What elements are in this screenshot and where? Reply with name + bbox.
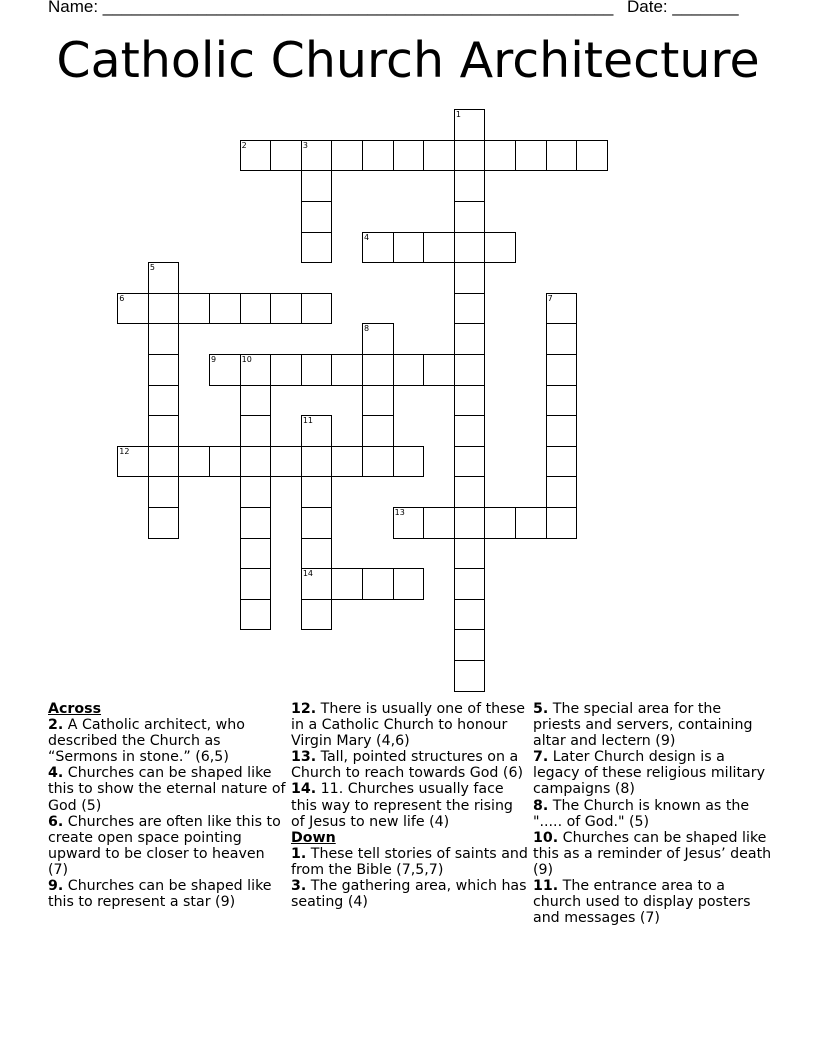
grid-cell[interactable]: [148, 415, 180, 447]
grid-cell[interactable]: [301, 293, 333, 325]
clue-text: The entrance area to a church used to display posters and messages (7): [533, 878, 751, 927]
grid-cell[interactable]: [393, 507, 425, 539]
clue-text: The gathering area, which has seating (4): [291, 878, 527, 911]
grid-cell[interactable]: [393, 568, 425, 600]
clue-text: The Church is known as the "..... of God." (5): [533, 797, 750, 830]
across-heading: Across: [48, 701, 102, 717]
grid-cell[interactable]: [454, 262, 486, 294]
grid-cell[interactable]: [454, 629, 486, 661]
grid-cell[interactable]: [240, 415, 272, 447]
grid-cell[interactable]: [240, 446, 272, 478]
grid-cell[interactable]: [454, 323, 486, 355]
grid-cell[interactable]: [454, 538, 486, 570]
down-clue: [533, 701, 773, 749]
grid-cell[interactable]: [546, 385, 578, 417]
down-clue: [291, 878, 531, 910]
cell-number: 9: [211, 355, 217, 365]
grid-cell[interactable]: [484, 140, 516, 172]
cell-number: 8: [364, 324, 370, 334]
grid-cell[interactable]: [148, 323, 180, 355]
cell-number: 6: [119, 293, 125, 303]
grid-cell[interactable]: [178, 293, 210, 325]
across-clue: [291, 781, 531, 829]
grid-cell[interactable]: [270, 354, 302, 386]
grid-cell[interactable]: [484, 232, 516, 264]
grid-cell[interactable]: [301, 354, 333, 386]
grid-cell[interactable]: [393, 354, 425, 386]
across-clue: [48, 814, 288, 878]
grid-cell[interactable]: [301, 232, 333, 264]
grid-cell[interactable]: [454, 507, 486, 539]
cell-number: 2: [241, 140, 247, 150]
grid-cell[interactable]: [362, 354, 394, 386]
grid-cell[interactable]: [454, 109, 486, 141]
grid-cell[interactable]: [454, 476, 486, 508]
grid-cell[interactable]: [331, 568, 363, 600]
grid-cell[interactable]: [301, 476, 333, 508]
grid-cell[interactable]: [240, 476, 272, 508]
grid-cell[interactable]: [454, 446, 486, 478]
grid-cell[interactable]: [148, 385, 180, 417]
grid-cell[interactable]: [362, 140, 394, 172]
clue-text: A Catholic architect, who described the Church as “Sermons in stone.” (6,5): [48, 717, 245, 766]
grid-cell[interactable]: [546, 354, 578, 386]
down-clue: [533, 878, 773, 926]
grid-cell[interactable]: [209, 293, 241, 325]
grid-cell[interactable]: [148, 507, 180, 539]
grid-cell[interactable]: [270, 140, 302, 172]
grid-cell[interactable]: [454, 354, 486, 386]
grid-cell[interactable]: [546, 293, 578, 325]
grid-cell[interactable]: [148, 476, 180, 508]
grid-cell[interactable]: [393, 446, 425, 478]
grid-cell[interactable]: [362, 232, 394, 264]
grid-cell[interactable]: [148, 293, 180, 325]
cell-number: 4: [364, 232, 370, 242]
cell-number: 11: [302, 416, 314, 426]
grid-cell[interactable]: [454, 568, 486, 600]
grid-cell[interactable]: [301, 415, 333, 447]
cell-number: 5: [149, 263, 155, 273]
date-field: Date: _______: [627, 0, 739, 16]
down-clue: [291, 846, 531, 878]
grid-cell[interactable]: [270, 446, 302, 478]
grid-cell[interactable]: [454, 415, 486, 447]
clue-column-3: [533, 701, 773, 926]
grid-cell[interactable]: [454, 232, 486, 264]
grid-cell[interactable]: [240, 354, 272, 386]
clue-number: 8.: [533, 797, 549, 814]
cell-number: 1: [455, 110, 461, 120]
across-clue: [48, 878, 288, 910]
grid-cell[interactable]: [117, 293, 149, 325]
grid-cell[interactable]: [240, 293, 272, 325]
clue-number: 6.: [48, 813, 64, 830]
clue-number: 12.: [291, 701, 317, 717]
grid-cell[interactable]: [301, 599, 333, 631]
grid-cell[interactable]: [454, 293, 486, 325]
grid-cell[interactable]: [270, 293, 302, 325]
clue-text: Churches are often like this to create open space pointing upward to be closer to heaven (7): [48, 813, 281, 878]
grid-cell[interactable]: [148, 354, 180, 386]
cell-number: 3: [302, 140, 308, 150]
clue-text: These tell stories of saints and from the Bible (7,5,7): [291, 845, 528, 878]
grid-cell[interactable]: [454, 170, 486, 202]
clue-text: 11. Churches usually face this way to represent the rising of Jesus to new life (4): [291, 781, 513, 830]
cell-number: 7: [547, 293, 553, 303]
grid-cell[interactable]: [148, 446, 180, 478]
clue-text: The special area for the priests and servers, containing altar and lectern (9): [533, 701, 753, 750]
clue-number: 11.: [533, 878, 559, 895]
grid-cell[interactable]: [362, 323, 394, 355]
cell-number: 12: [119, 446, 130, 456]
grid-cell[interactable]: [331, 140, 363, 172]
down-clue: [533, 830, 773, 878]
grid-cell[interactable]: [454, 140, 486, 172]
across-clue: [48, 717, 288, 765]
grid-cell[interactable]: [331, 354, 363, 386]
grid-cell[interactable]: [362, 415, 394, 447]
grid-cell[interactable]: [393, 232, 425, 264]
grid-cell[interactable]: [240, 568, 272, 600]
clue-number: 1.: [291, 845, 307, 862]
grid-cell[interactable]: [423, 507, 455, 539]
grid-cell[interactable]: [301, 446, 333, 478]
grid-cell[interactable]: [515, 140, 547, 172]
grid-cell[interactable]: [515, 507, 547, 539]
clue-number: 14.: [291, 781, 317, 798]
down-clue: [533, 798, 773, 830]
grid-cell[interactable]: [454, 201, 486, 233]
clue-text: There is usually one of these in a Catholic Church to honour Virgin Mary (4,6): [291, 701, 526, 750]
grid-cell[interactable]: [209, 354, 241, 386]
grid-cell[interactable]: [393, 140, 425, 172]
grid-cell[interactable]: [240, 599, 272, 631]
grid-cell[interactable]: [240, 385, 272, 417]
page-title: Catholic Church Architecture: [56, 32, 760, 89]
grid-cell[interactable]: [240, 140, 272, 172]
grid-cell[interactable]: [209, 446, 241, 478]
grid-cell[interactable]: [301, 507, 333, 539]
clue-number: 2.: [48, 717, 64, 734]
cell-number: 14: [302, 569, 314, 579]
grid-cell[interactable]: [423, 232, 455, 264]
grid-cell[interactable]: [546, 415, 578, 447]
grid-cell[interactable]: [362, 446, 394, 478]
grid-cell[interactable]: [301, 170, 333, 202]
clue-number: 7.: [533, 749, 549, 766]
grid-cell[interactable]: [454, 660, 486, 692]
clue-text: Churches can be shaped like this to represent a star (9): [48, 878, 272, 911]
clue-text: Tall, pointed structures on a Church to reach towards God (6): [291, 749, 524, 782]
grid-cell[interactable]: [546, 476, 578, 508]
clue-number: 13.: [291, 749, 317, 766]
clue-number: 10.: [533, 829, 559, 846]
grid-cell[interactable]: [546, 323, 578, 355]
grid-cell[interactable]: [301, 140, 333, 172]
down-clue: [533, 749, 773, 797]
grid-cell[interactable]: [117, 446, 149, 478]
clue-column-2: [291, 701, 531, 910]
grid-cell[interactable]: [331, 446, 363, 478]
grid-cell[interactable]: [546, 446, 578, 478]
grid-cell[interactable]: [423, 140, 455, 172]
clue-text: Churches can be shaped like this to show the eternal nature of God (5): [48, 765, 286, 814]
grid-cell[interactable]: [454, 385, 486, 417]
grid-cell[interactable]: [240, 507, 272, 539]
down-heading: Down: [291, 829, 336, 846]
clue-text: Later Church design is a legacy of these religious military campaigns (8): [533, 749, 765, 798]
clue-number: 3.: [291, 878, 307, 895]
grid-cell[interactable]: [301, 201, 333, 233]
clue-number: 4.: [48, 765, 64, 782]
grid-cell[interactable]: [362, 385, 394, 417]
grid-cell[interactable]: [576, 140, 608, 172]
grid-cell[interactable]: [423, 354, 455, 386]
clue-number: 9.: [48, 878, 64, 895]
grid-cell[interactable]: [546, 140, 578, 172]
clue-column-1: [48, 701, 288, 910]
across-clue: [48, 765, 288, 813]
clue-number: 5.: [533, 701, 549, 717]
cell-number: 13: [394, 508, 405, 518]
across-clue: [291, 749, 531, 781]
grid-cell[interactable]: [240, 538, 272, 570]
grid-cell[interactable]: [546, 507, 578, 539]
grid-cell[interactable]: [362, 568, 394, 600]
grid-cell[interactable]: [178, 446, 210, 478]
grid-cell[interactable]: [484, 507, 516, 539]
name-field: Name: ______________________________________________________: [48, 0, 614, 16]
clue-text: Churches can be shaped like this as a reminder of Jesus’ death (9): [533, 829, 772, 878]
grid-cell[interactable]: [148, 262, 180, 294]
grid-cell[interactable]: [301, 538, 333, 570]
cell-number: 10: [241, 355, 252, 365]
grid-cell[interactable]: [301, 568, 333, 600]
grid-cell[interactable]: [454, 599, 486, 631]
across-clue: [291, 701, 531, 749]
